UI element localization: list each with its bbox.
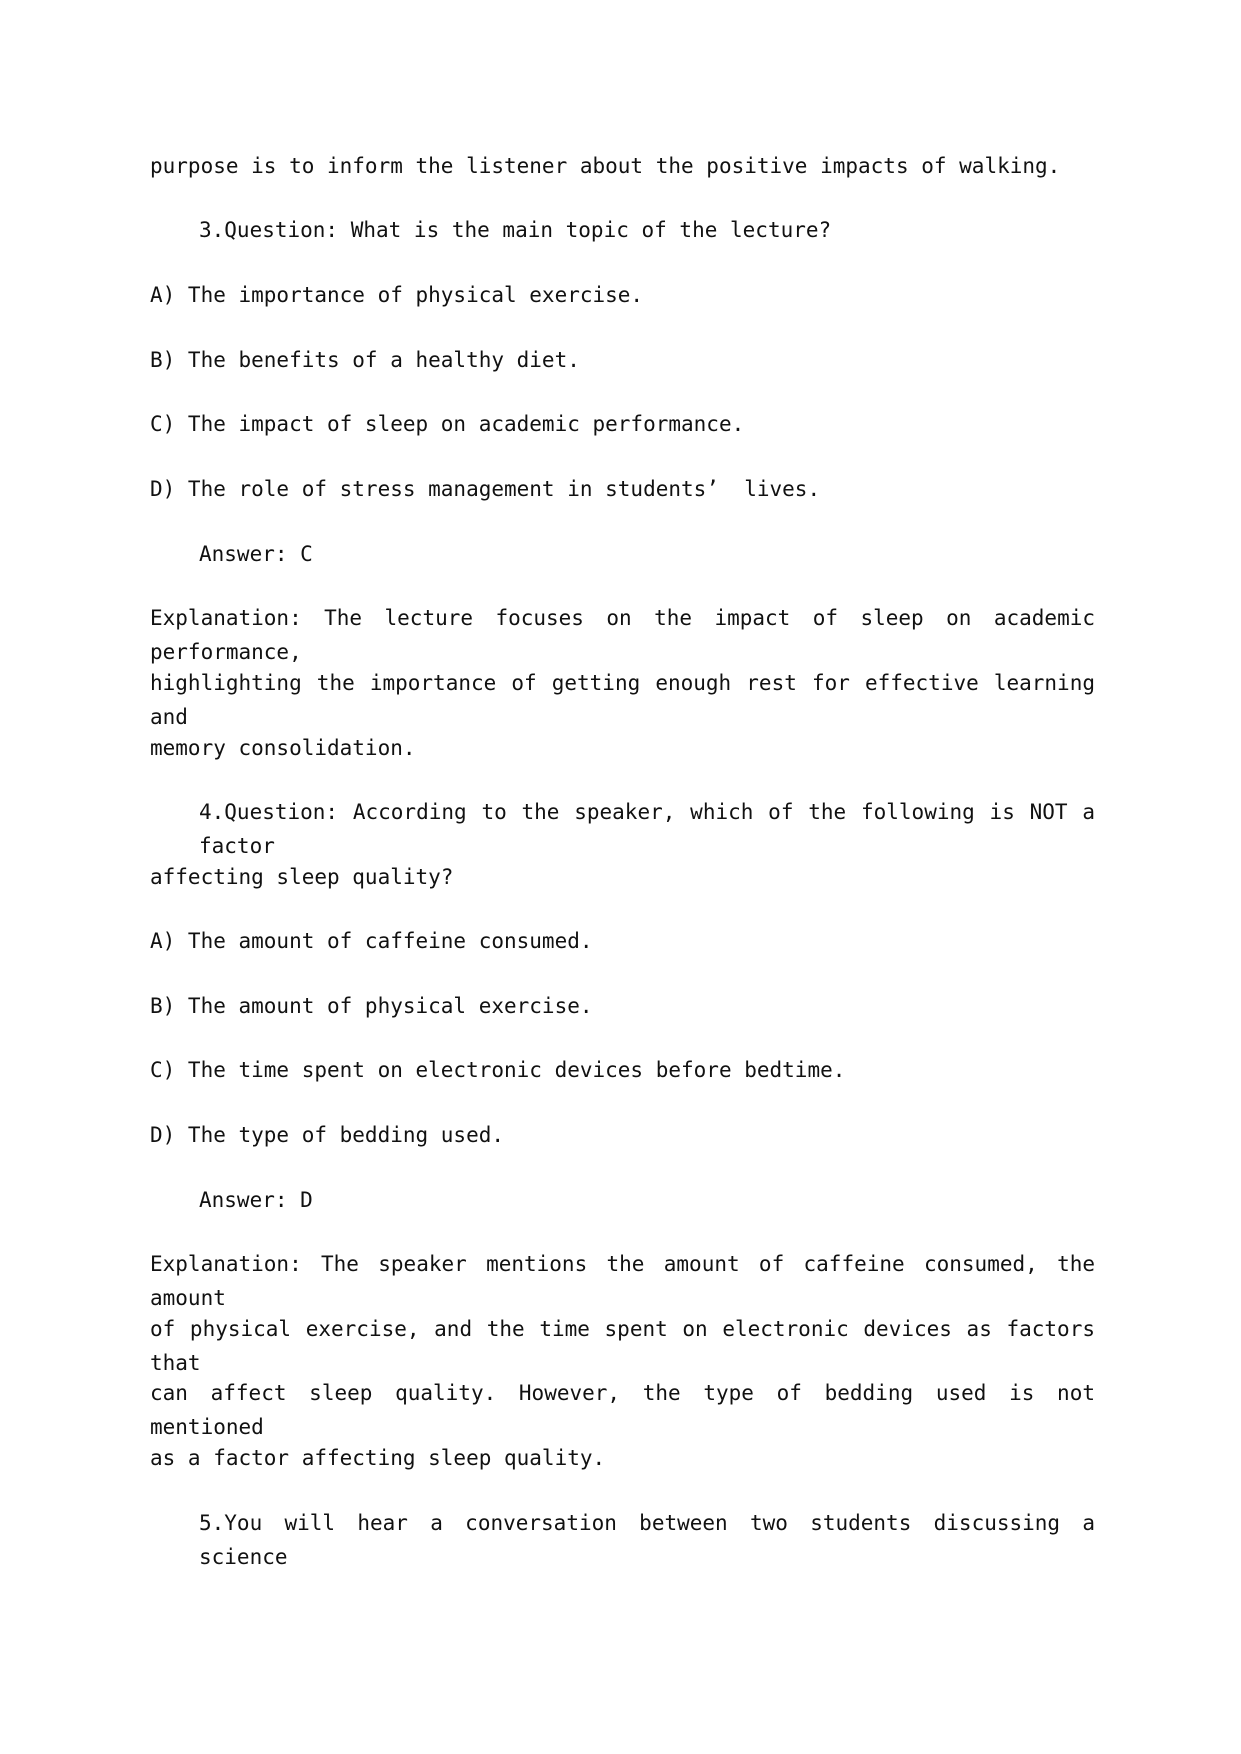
q3-explanation-line-1: Explanation: The lecture focuses on the impact of sleep on academic performance, xyxy=(150,606,1095,664)
q3-option-d: D) The role of stress management in students’ lives. xyxy=(150,477,821,501)
question-4-line-2: affecting sleep quality? xyxy=(150,865,454,889)
q4-option-d: D) The type of bedding used. xyxy=(150,1123,505,1147)
q4-explanation-line-4: as a factor affecting sleep quality. xyxy=(150,1446,606,1470)
q4-option-a: A) The amount of caffeine consumed. xyxy=(150,929,593,953)
q3-option-b: B) The benefits of a healthy diet. xyxy=(150,348,580,372)
q3-option-c: C) The impact of sleep on academic performance. xyxy=(150,412,745,436)
q4-answer: Answer: D xyxy=(199,1188,313,1212)
q3-explanation-line-3: memory consolidation. xyxy=(150,736,416,760)
question-5-line-1: 5.You will hear a conversation between two students discussing a science xyxy=(199,1511,1095,1569)
q4-explanation-line-1: Explanation: The speaker mentions the amount of caffeine consumed, the amount xyxy=(150,1252,1095,1310)
question-4-line-1: 4.Question: According to the speaker, which of the following is NOT a factor xyxy=(199,800,1095,858)
q4-option-c: C) The time spent on electronic devices before bedtime. xyxy=(150,1058,846,1082)
q3-explanation-line-2: highlighting the importance of getting enough rest for effective learning and xyxy=(150,671,1095,729)
question-3: 3.Question: What is the main topic of the lecture? xyxy=(199,218,832,242)
q4-explanation-line-3: can affect sleep quality. However, the type of bedding used is not mentioned xyxy=(150,1381,1095,1439)
q3-answer: Answer: C xyxy=(199,542,313,566)
q4-option-b: B) The amount of physical exercise. xyxy=(150,994,593,1018)
text-line-walking-purpose: purpose is to inform the listener about the positive impacts of walking. xyxy=(150,154,1061,178)
q3-option-a: A) The importance of physical exercise. xyxy=(150,283,644,307)
q4-explanation-line-2: of physical exercise, and the time spent on electronic devices as factors that xyxy=(150,1317,1095,1375)
